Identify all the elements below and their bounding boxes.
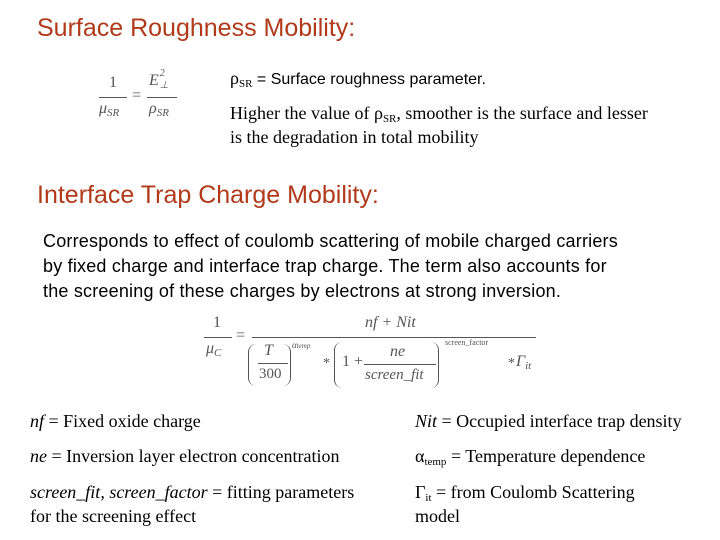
section-title-interface-trap: Interface Trap Charge Mobility: bbox=[37, 181, 379, 209]
eq2-T-denominator: 300 bbox=[259, 366, 282, 382]
eq2-T: T bbox=[264, 342, 273, 359]
eq2-right-paren-1 bbox=[280, 344, 291, 386]
eq1-lhs-numerator: 1 bbox=[109, 74, 117, 91]
eq1-rhs-denominator: $\rho_{SR}$ bbox=[149, 100, 169, 119]
interface-trap-desc-line3: the screening of these charges by electrons at strong inversion. bbox=[43, 281, 562, 301]
definition-screen-params-line2: for the screening effect bbox=[30, 506, 197, 526]
eq1-lhs-fraction-bar bbox=[99, 97, 127, 98]
eq2-lhs-fraction-bar bbox=[204, 337, 232, 338]
eq1-rhs-fraction-bar bbox=[147, 97, 177, 98]
eq2-star-1: * bbox=[323, 356, 330, 371]
interface-trap-desc-line2: by fixed charge and interface trap charge. The term also accounts for bbox=[43, 256, 607, 276]
definition-ne: ne = Inversion layer electron concentration bbox=[30, 446, 340, 466]
eq2-gamma-it: $\Gamma_{it}$ bbox=[516, 353, 532, 372]
interface-trap-desc-line1: Corresponds to effect of coulomb scattering of mobile charged carriers bbox=[43, 231, 618, 251]
definition-nf: nf = Fixed oxide charge bbox=[30, 411, 201, 431]
surface-roughness-note-line2: is the degradation in total mobility bbox=[230, 127, 479, 147]
eq1-equals: = bbox=[132, 87, 142, 104]
definition-gamma-it-line2: model bbox=[415, 506, 460, 526]
eq2-numerator: nf + Nit bbox=[365, 314, 416, 331]
eq2-star-2: * bbox=[508, 356, 515, 371]
eq2-equals: = bbox=[236, 327, 246, 344]
eq2-one-plus: 1 + bbox=[342, 353, 364, 370]
surface-roughness-equation bbox=[95, 70, 185, 130]
eq2-alpha-temp-exponent: αtemp bbox=[292, 340, 311, 350]
definition-gamma-it: $\Gamma_{it}$ = from Coulomb Scattering bbox=[415, 482, 635, 504]
eq2-right-paren-2 bbox=[428, 342, 439, 388]
interface-trap-equation bbox=[200, 310, 545, 390]
eq2-ne: ne bbox=[390, 343, 406, 360]
definition-alpha-temp: $\alpha_{temp}$ = Temperature dependence bbox=[415, 446, 646, 468]
eq2-lhs-denominator: $\mu_C$ bbox=[206, 340, 222, 359]
definition-nit: Nit = Occupied interface trap density bbox=[415, 411, 682, 431]
eq1-rhs-numerator: E 2 ⊥ bbox=[149, 68, 169, 91]
eq2-ne-fraction-bar bbox=[364, 364, 436, 365]
eq2-main-fraction-bar bbox=[252, 337, 536, 338]
section-title-surface-roughness: Surface Roughness Mobility: bbox=[37, 14, 356, 42]
surface-roughness-note-line1: Higher the value of $\rho_{SR}$, smoother is the surface and lesser bbox=[230, 103, 648, 125]
eq2-left-paren-1 bbox=[248, 344, 259, 386]
eq1-lhs-denominator: $\mu_{SR}$ bbox=[99, 100, 120, 119]
definition-screen-params: screen_fit, screen_factor = fitting parameters bbox=[30, 482, 355, 502]
eq2-screen-fit: screen_fit bbox=[365, 367, 424, 383]
eq2-lhs-numerator: 1 bbox=[213, 314, 221, 331]
rho-sr-definition: $\rho_{SR}$ = Surface roughness parameter. bbox=[230, 68, 486, 90]
eq2-screen-factor-exponent: screen_factor bbox=[445, 338, 489, 347]
